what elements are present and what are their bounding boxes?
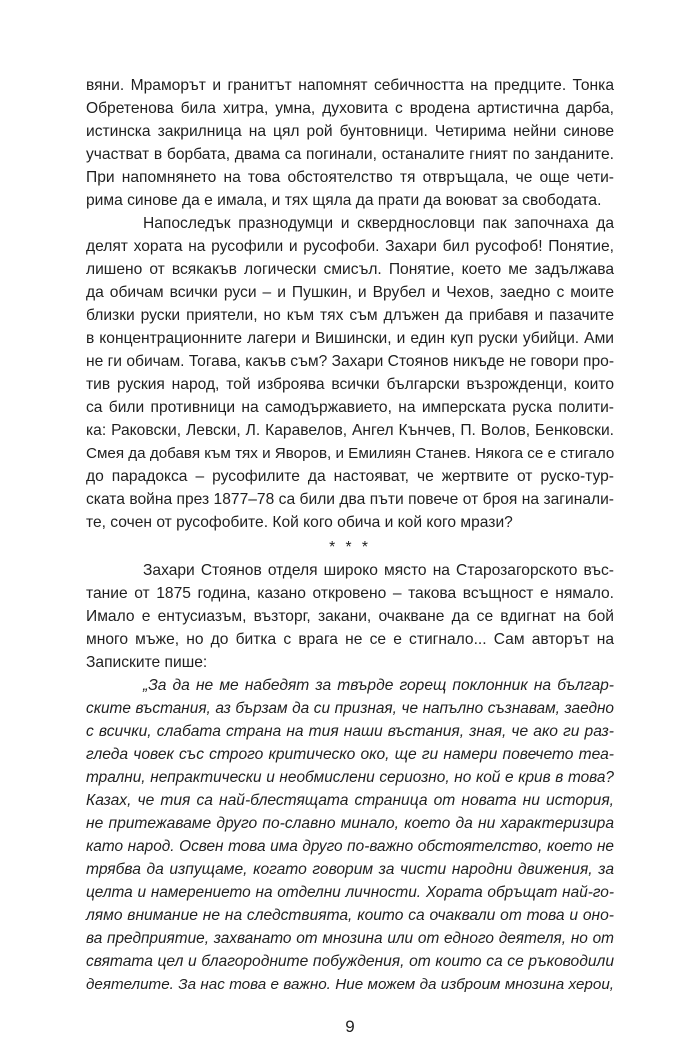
quote-line: с всички, слабата страна на тия наши въстания, зная, че ако ги раз- [86, 723, 614, 740]
text-line: участват в борбата, двама са погинали, останалите гният по занданите. [86, 146, 614, 163]
quote-line: ските въстания, аз бързам да си призная, че напълно съзнавам, заедно [86, 700, 614, 717]
text-line: Напоследък празнодумци и скверднословци пак започнаха да [143, 215, 614, 232]
text-line: ка: Раковски, Левски, Л. Каравелов, Ангел Кънчев, П. Волов, Бенковски. [86, 422, 614, 439]
text-line: истинска закрилница на цял рой бунтовници. Четирима нейни синове [86, 123, 614, 140]
section-separator: * * * [329, 539, 371, 556]
text-line: Записките пише: [86, 654, 208, 671]
text-line: вяни. Мраморът и гранитът напомнят себичността на предците. Тонка [86, 77, 614, 94]
page-number: 9 [345, 1017, 355, 1036]
text-line: тание от 1875 година, казано откровено – такова всъщност е нямало. [86, 585, 614, 602]
text-line: са били противници на самодържавието, на имперската руска полити- [86, 399, 614, 416]
text-line: ската война през 1877–78 са били два пъти повече от броя на загинали- [86, 491, 614, 508]
text-line: делят хората на русофили и русофоби. Захари бил русофоб! Понятие, [86, 238, 614, 255]
text-line: Захари Стоянов отделя широко място на Старозагорското въс- [143, 562, 614, 579]
quote-line: като народ. Освен това има друго по-важно обстоятелство, което не [86, 838, 614, 855]
quote-line: целта и намерението на отделни личности. Хората обръщат най-го- [86, 884, 614, 901]
text-line: те, сочен от русофобите. Кой кого обича и кой кого мрази? [86, 514, 513, 531]
text-line: не ги обичам. Тогава, какъв съм? Захари Стоянов никъде не говори про- [86, 353, 615, 370]
text-line: Имало е ентусиазъм, възторг, закани, очакване да се вдигнат на бой [86, 608, 614, 625]
quote-line: лямо внимание не на следствията, които са очаквали от това и оно- [86, 907, 614, 924]
text-line: до парадокса – русофилите да настояват, че жертвите от руско-тур- [86, 468, 614, 485]
text-line: При напомнянето на това обстоятелство тя отвръщала, че още чети- [86, 169, 614, 186]
text-line: да обичам всички руси – и Пушкин, и Врубел и Чехов, заедно с моите [86, 284, 614, 301]
quote-line: святата цел и благородните побуждения, от които са се ръководили [86, 953, 614, 970]
quote-line: Казах, че тия са най-блестящата страница от новата ни история, [86, 792, 614, 809]
text-line: в концентрационните лагери и Вишински, и един куп руски убийци. Ами [86, 330, 614, 347]
text-line: близки руски приятели, но към тях съм длъжен да прибавя и пазачите [86, 307, 614, 324]
text-line: тив руския народ, той изброява всички български възрожденци, които [86, 376, 614, 393]
quote-line: гледа човек със строго критическо око, ще ги намери повечето теа- [86, 746, 614, 763]
quote-line: деятелите. За нас това е важно. Ние можем да изброим мнозина херои, [86, 976, 614, 993]
text-line: много мъже, но до битка с врага не се е стигнало... Сам авторът на [86, 631, 614, 648]
quote-line: „За да не ме набедят за твърде горещ поклонник на българ- [143, 677, 614, 694]
quote-line: трябва да изпущаме, когато говорим за чисти народни движения, за [86, 861, 614, 878]
text-line: Смея да добавя към тях и Яворов, и Емилиян Станев. Някога се е стигало [86, 445, 615, 462]
text-line: рима синове да е имала, и тях щяла да прати да воюват за свободата. [86, 192, 602, 209]
text-line: Обретенова била хитра, умна, духовита с вродена артистична дарба, [86, 100, 614, 117]
quote-line: ва предприятие, захванато от мнозина или от едного деятеля, но от [86, 930, 614, 947]
quote-line: трални, непрактически и необмислени сериозно, но кой е крив в това? [86, 769, 614, 786]
text-line: лишено от всякакъв логически смисъл. Понятие, което ме задължава [86, 261, 614, 278]
quote-line: не притежаваме друго по-славно минало, което да ни характеризира [86, 815, 614, 832]
